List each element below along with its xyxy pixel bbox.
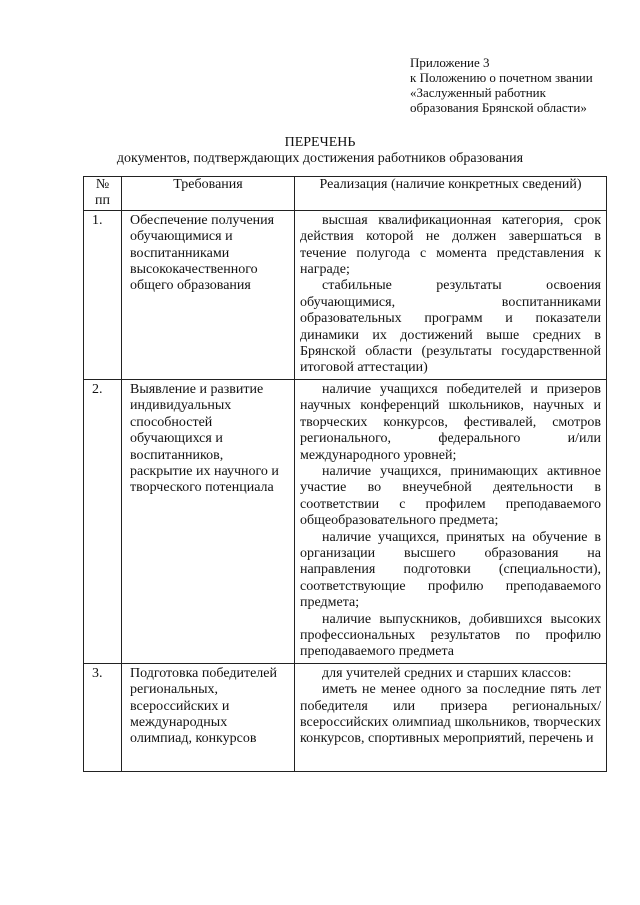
requirement-cell (122, 663, 295, 771)
implementation-item: высшая квалификационная категория, срок действия которой не должен завершаться в течение полугода с момента представления к награде; (300, 212, 601, 278)
implementation-cell (295, 663, 607, 771)
row-number-cell (84, 379, 122, 663)
implementation-item: наличие учащихся, принимающих активное участие во внеучебной деятельности в соответствии с профилем преподаваемого общеобразовательного предмета; (300, 463, 601, 529)
implementation-cell (295, 210, 607, 379)
table-header-row (84, 177, 607, 211)
implementation-item: для учителей средних и старших классов: (322, 665, 572, 681)
implementation-item: наличие учащихся, принятых на обучение в организации высшего образования на направления подготовки (специальности), соответствующие профилю преподаваемого предмета; (300, 529, 601, 611)
requirement-text: Обеспечение получения обучающимися и воспитанниками высококачественного общего образования (130, 212, 275, 294)
requirement-cell (122, 379, 295, 663)
requirement-cell (122, 210, 295, 379)
implementation-item: стабильные результаты освоения обучающимися, воспитанниками образовательных программ и показатели динамики их достижений выше средних в Брянской области (результаты государственной итоговой аттестации) (300, 278, 601, 376)
requirement-text: Выявление и развитие индивидуальных способностей обучающихся и воспитанников, раскрытие их научного и творческого потенциала (130, 381, 279, 496)
document-title: ПЕРЕЧЕНЬ (284, 135, 356, 150)
row-number: 1. (92, 212, 103, 228)
header-implementation: Реализация (наличие конкретных сведений) (295, 177, 607, 211)
header-num-abbr: пп (95, 193, 110, 209)
implementation-cell (295, 379, 607, 663)
document-subtitle: документов, подтверждающих достижения работников образования (116, 151, 524, 166)
appendix-line: Приложение 3 (410, 55, 490, 70)
appendix-line: к Положению о почетном звании (410, 70, 593, 85)
row-number-cell (84, 210, 122, 379)
requirement-text: Подготовка победителей региональных, всероссийских и международных олимпиад, конкурсов (130, 665, 277, 747)
implementation-item: наличие выпускников, добившихся высоких профессиональных результатов по профилю преподаваемого предмета (300, 611, 601, 660)
table-row (84, 663, 607, 771)
appendix-line: образования Брянской области» (410, 100, 587, 115)
header-requirements: Требования (122, 177, 295, 211)
header-num-symbol: № (95, 177, 110, 192)
implementation-item: иметь не менее одного за последние пять лет победителя или призера региональных/всероссийских олимпиад школьников, творческих конкурсов, спортивных мероприятий, перечень и (300, 682, 601, 747)
appendix-line: «Заслуженный работник (410, 85, 546, 100)
row-number: 3. (92, 665, 103, 681)
implementation-item: наличие учащихся победителей и призеров научных конференций школьников, научных и творческих конкурсов, фестивалей, смотров регионального, федерального и/или международного уровней; (300, 381, 601, 463)
row-number-cell (84, 663, 122, 771)
appendix-note (410, 55, 632, 115)
table-row (84, 379, 607, 663)
table-row (84, 210, 607, 379)
documents-table (83, 176, 607, 772)
row-number: 2. (92, 381, 103, 397)
header-num (84, 177, 122, 211)
